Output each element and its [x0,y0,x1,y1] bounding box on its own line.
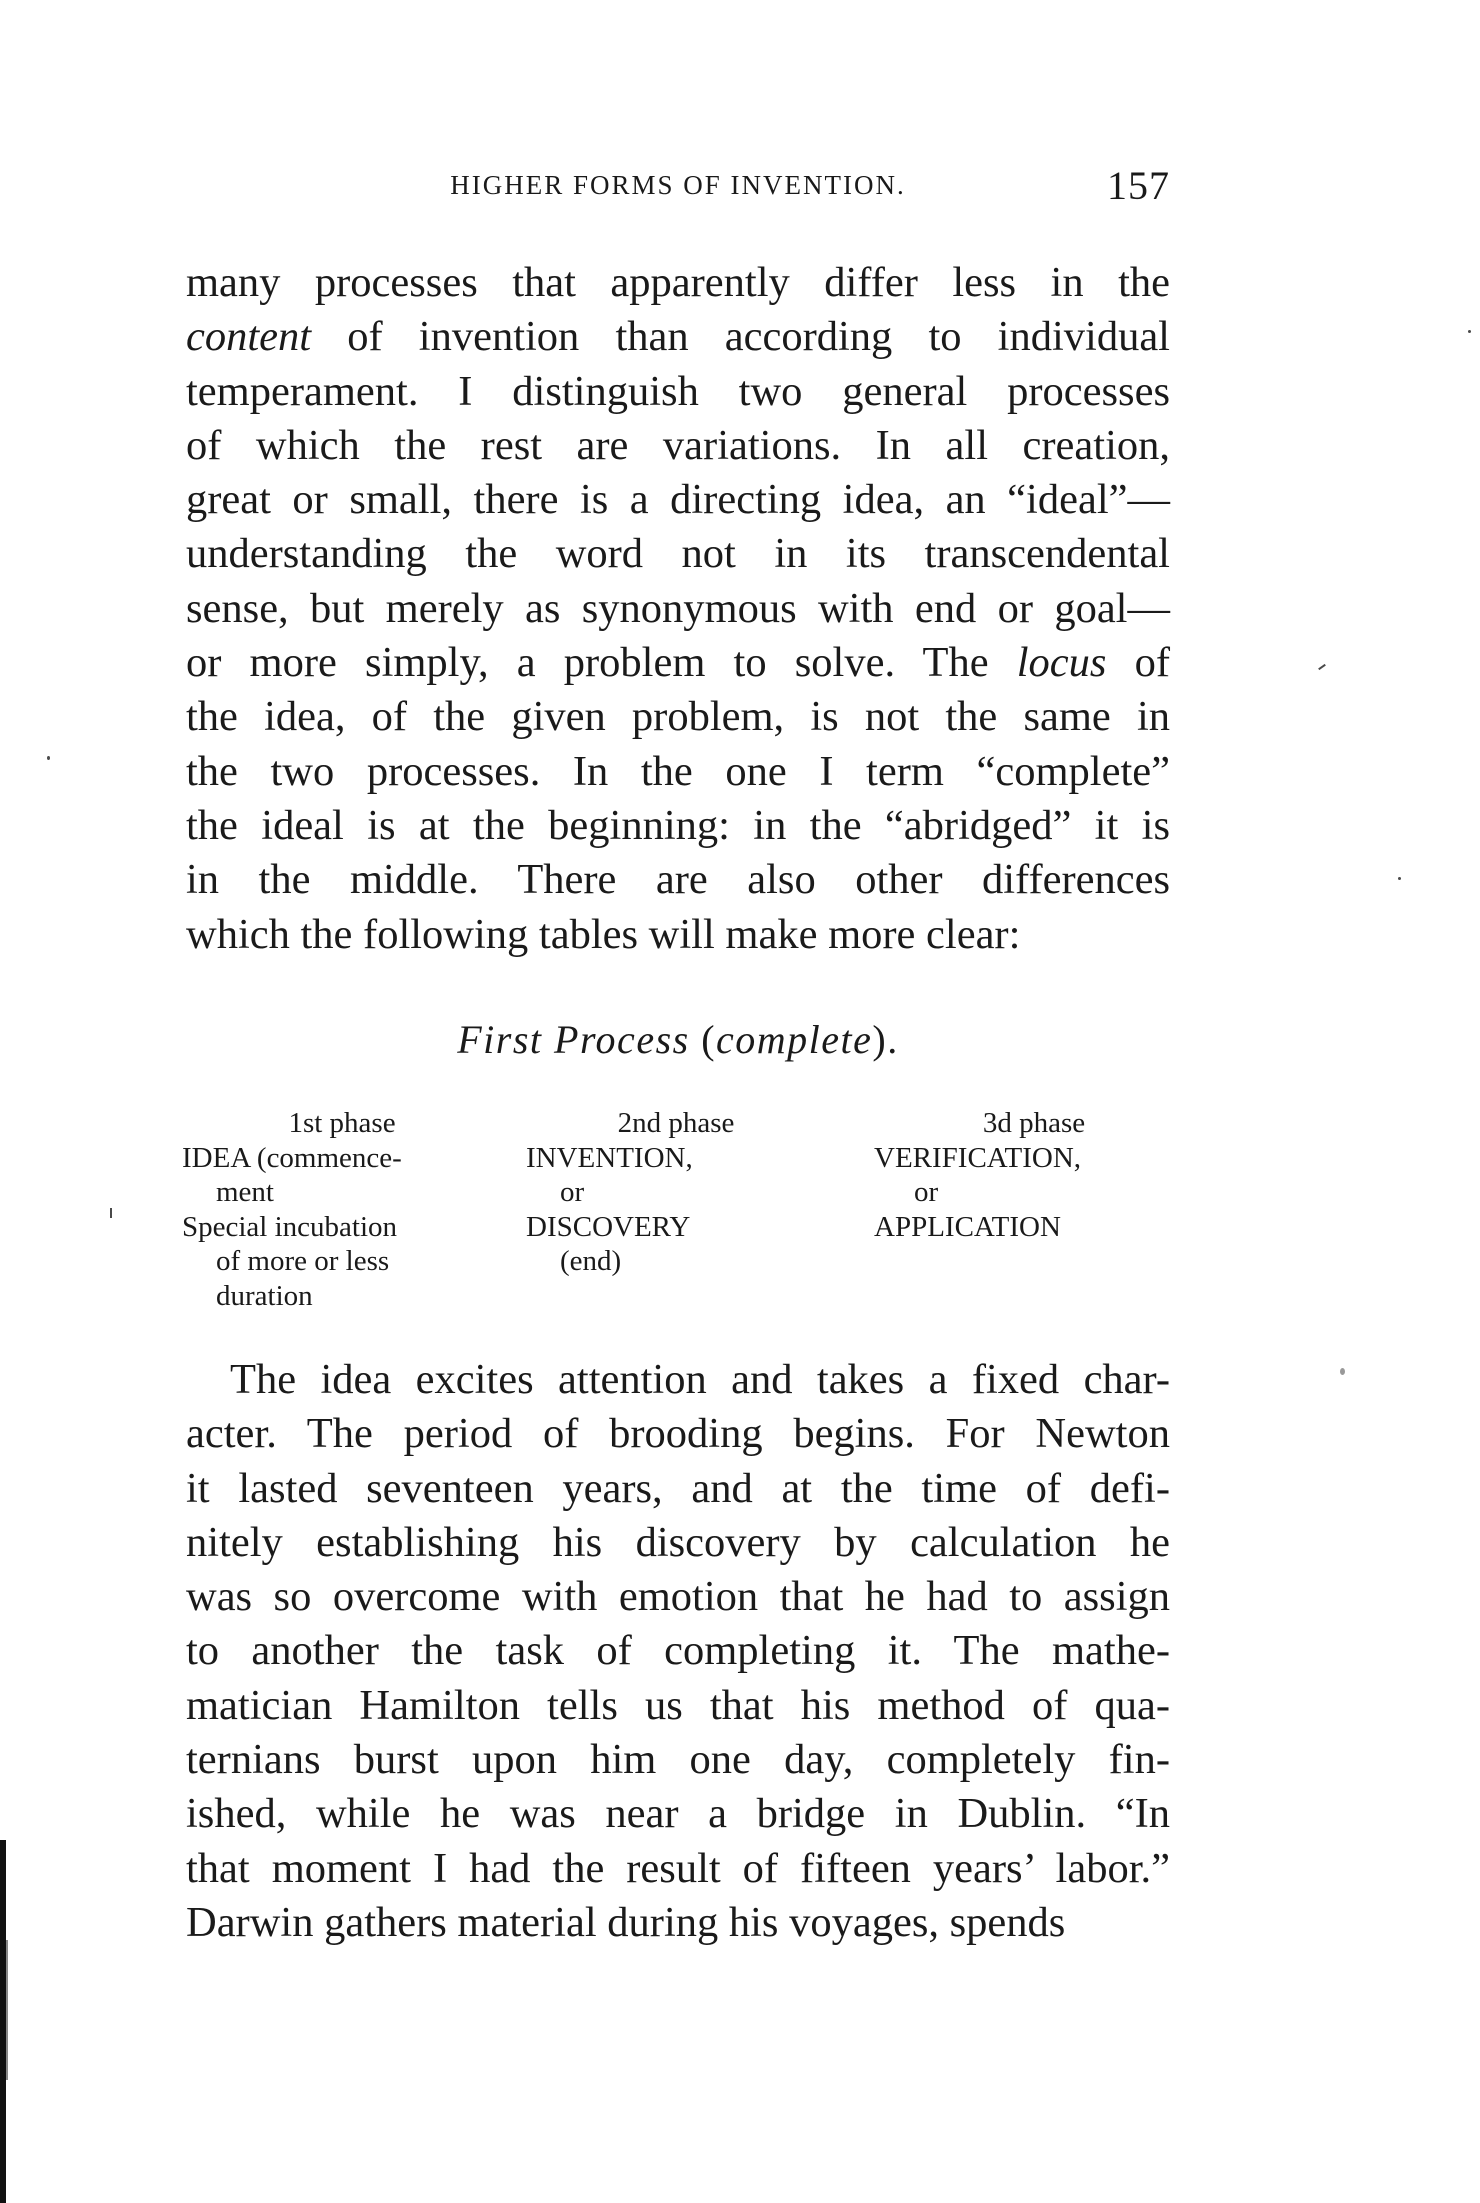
body-paragraph-1 [186,256,1170,962]
caption-title: First Process [457,1017,690,1062]
text-line: the two processes. In the one I term “complete” [186,747,1170,795]
phase-cell: or [560,1176,585,1208]
running-header [186,162,1170,222]
text-line: Darwin gathers material during his voyages, spends [186,1898,1066,1946]
text-line: the idea, of the given problem, is not the same in [186,693,1170,741]
scan-mark [1318,664,1326,670]
table-caption [186,1016,1170,1063]
text-line: many processes that apparently differ less in the [186,259,1170,306]
scan-speck [1398,877,1401,880]
text-line: to another the task of completing it. The mathe- [186,1627,1170,1675]
text-line: great or small, there is a directing idea, an “ideal”— [186,476,1170,524]
phase-cell: or [914,1176,939,1208]
italic-word: locus [1016,639,1107,687]
text-line: nitely establishing his discovery by calculation he [186,1518,1170,1566]
text-line: of which the rest are variations. In all creation, [186,421,1170,469]
text-line: which the following tables will make more clear: [186,910,1021,958]
text-line: matician Hamilton tells us that his method of qua- [186,1681,1170,1729]
text-line: in the middle. There are also other differences [186,856,1170,904]
page-number: 157 [1107,163,1170,208]
phase-column-2 [526,1106,826,1279]
text-line: was so overcome with emotion that he had to assign [186,1573,1170,1621]
text-fragment: or more simply, a problem to solve. The [186,639,1017,687]
scan-speck [1340,1368,1345,1375]
phase-cell: duration [216,1279,313,1312]
running-title: HIGHER FORMS OF INVENTION. [450,170,906,200]
phase-column-3 [874,1106,1194,1244]
text-line: the ideal is at the beginning: in the “abridged” it is [186,801,1170,849]
text-fragment: of invention than according to individual [311,313,1170,361]
text-line: acter. The period of brooding begins. For Newton [186,1410,1170,1458]
phase-cell: ment [216,1176,274,1208]
text-line: ternians burst upon him one day, completely fin- [186,1736,1170,1784]
body-paragraph-2 [186,1353,1170,1950]
phase-heading: 2nd phase [617,1107,735,1139]
phase-cell: INVENTION, [526,1141,693,1174]
phase-cell: DISCOVERY [526,1210,691,1243]
text-line: temperament. I distinguish two general processes [186,367,1170,415]
text-line [186,310,1170,364]
page-edge-line [6,1940,8,2080]
text-line: sense, but merely as synonymous with end or goal— [186,584,1170,632]
text-line: The idea excites attention and takes a fixed char- [230,1356,1170,1403]
phase-cell: APPLICATION [874,1210,1061,1243]
phase-cell: IDEA (commence- [182,1141,402,1174]
caption-paren-close: ). [872,1017,899,1062]
phase-heading: 1st phase [288,1107,396,1139]
phase-cell: Special incubation [182,1210,398,1243]
phase-cell: VERIFICATION, [874,1141,1082,1174]
text-line: that moment I had the result of fifteen years’ labor.” [186,1844,1170,1892]
caption-paren-open: ( [701,1017,717,1062]
italic-word: content [186,313,312,361]
text-line: understanding the word not in its transcendental [186,530,1170,578]
text-line: ished, while he was near a bridge in Dublin. “In [186,1790,1170,1838]
text-line: it lasted seventeen years, and at the time of defi- [186,1464,1170,1512]
text-line [186,636,1170,690]
phase-cell: of more or less [216,1245,390,1277]
phase-column-1 [182,1106,502,1313]
scan-speck [1468,330,1471,333]
scan-mark [110,1208,112,1218]
caption-paren-word: complete [716,1017,873,1062]
scan-speck [47,756,50,760]
phase-heading: 3d phase [982,1107,1086,1139]
phase-cell: (end) [560,1245,622,1277]
text-fragment: of [1106,639,1170,687]
